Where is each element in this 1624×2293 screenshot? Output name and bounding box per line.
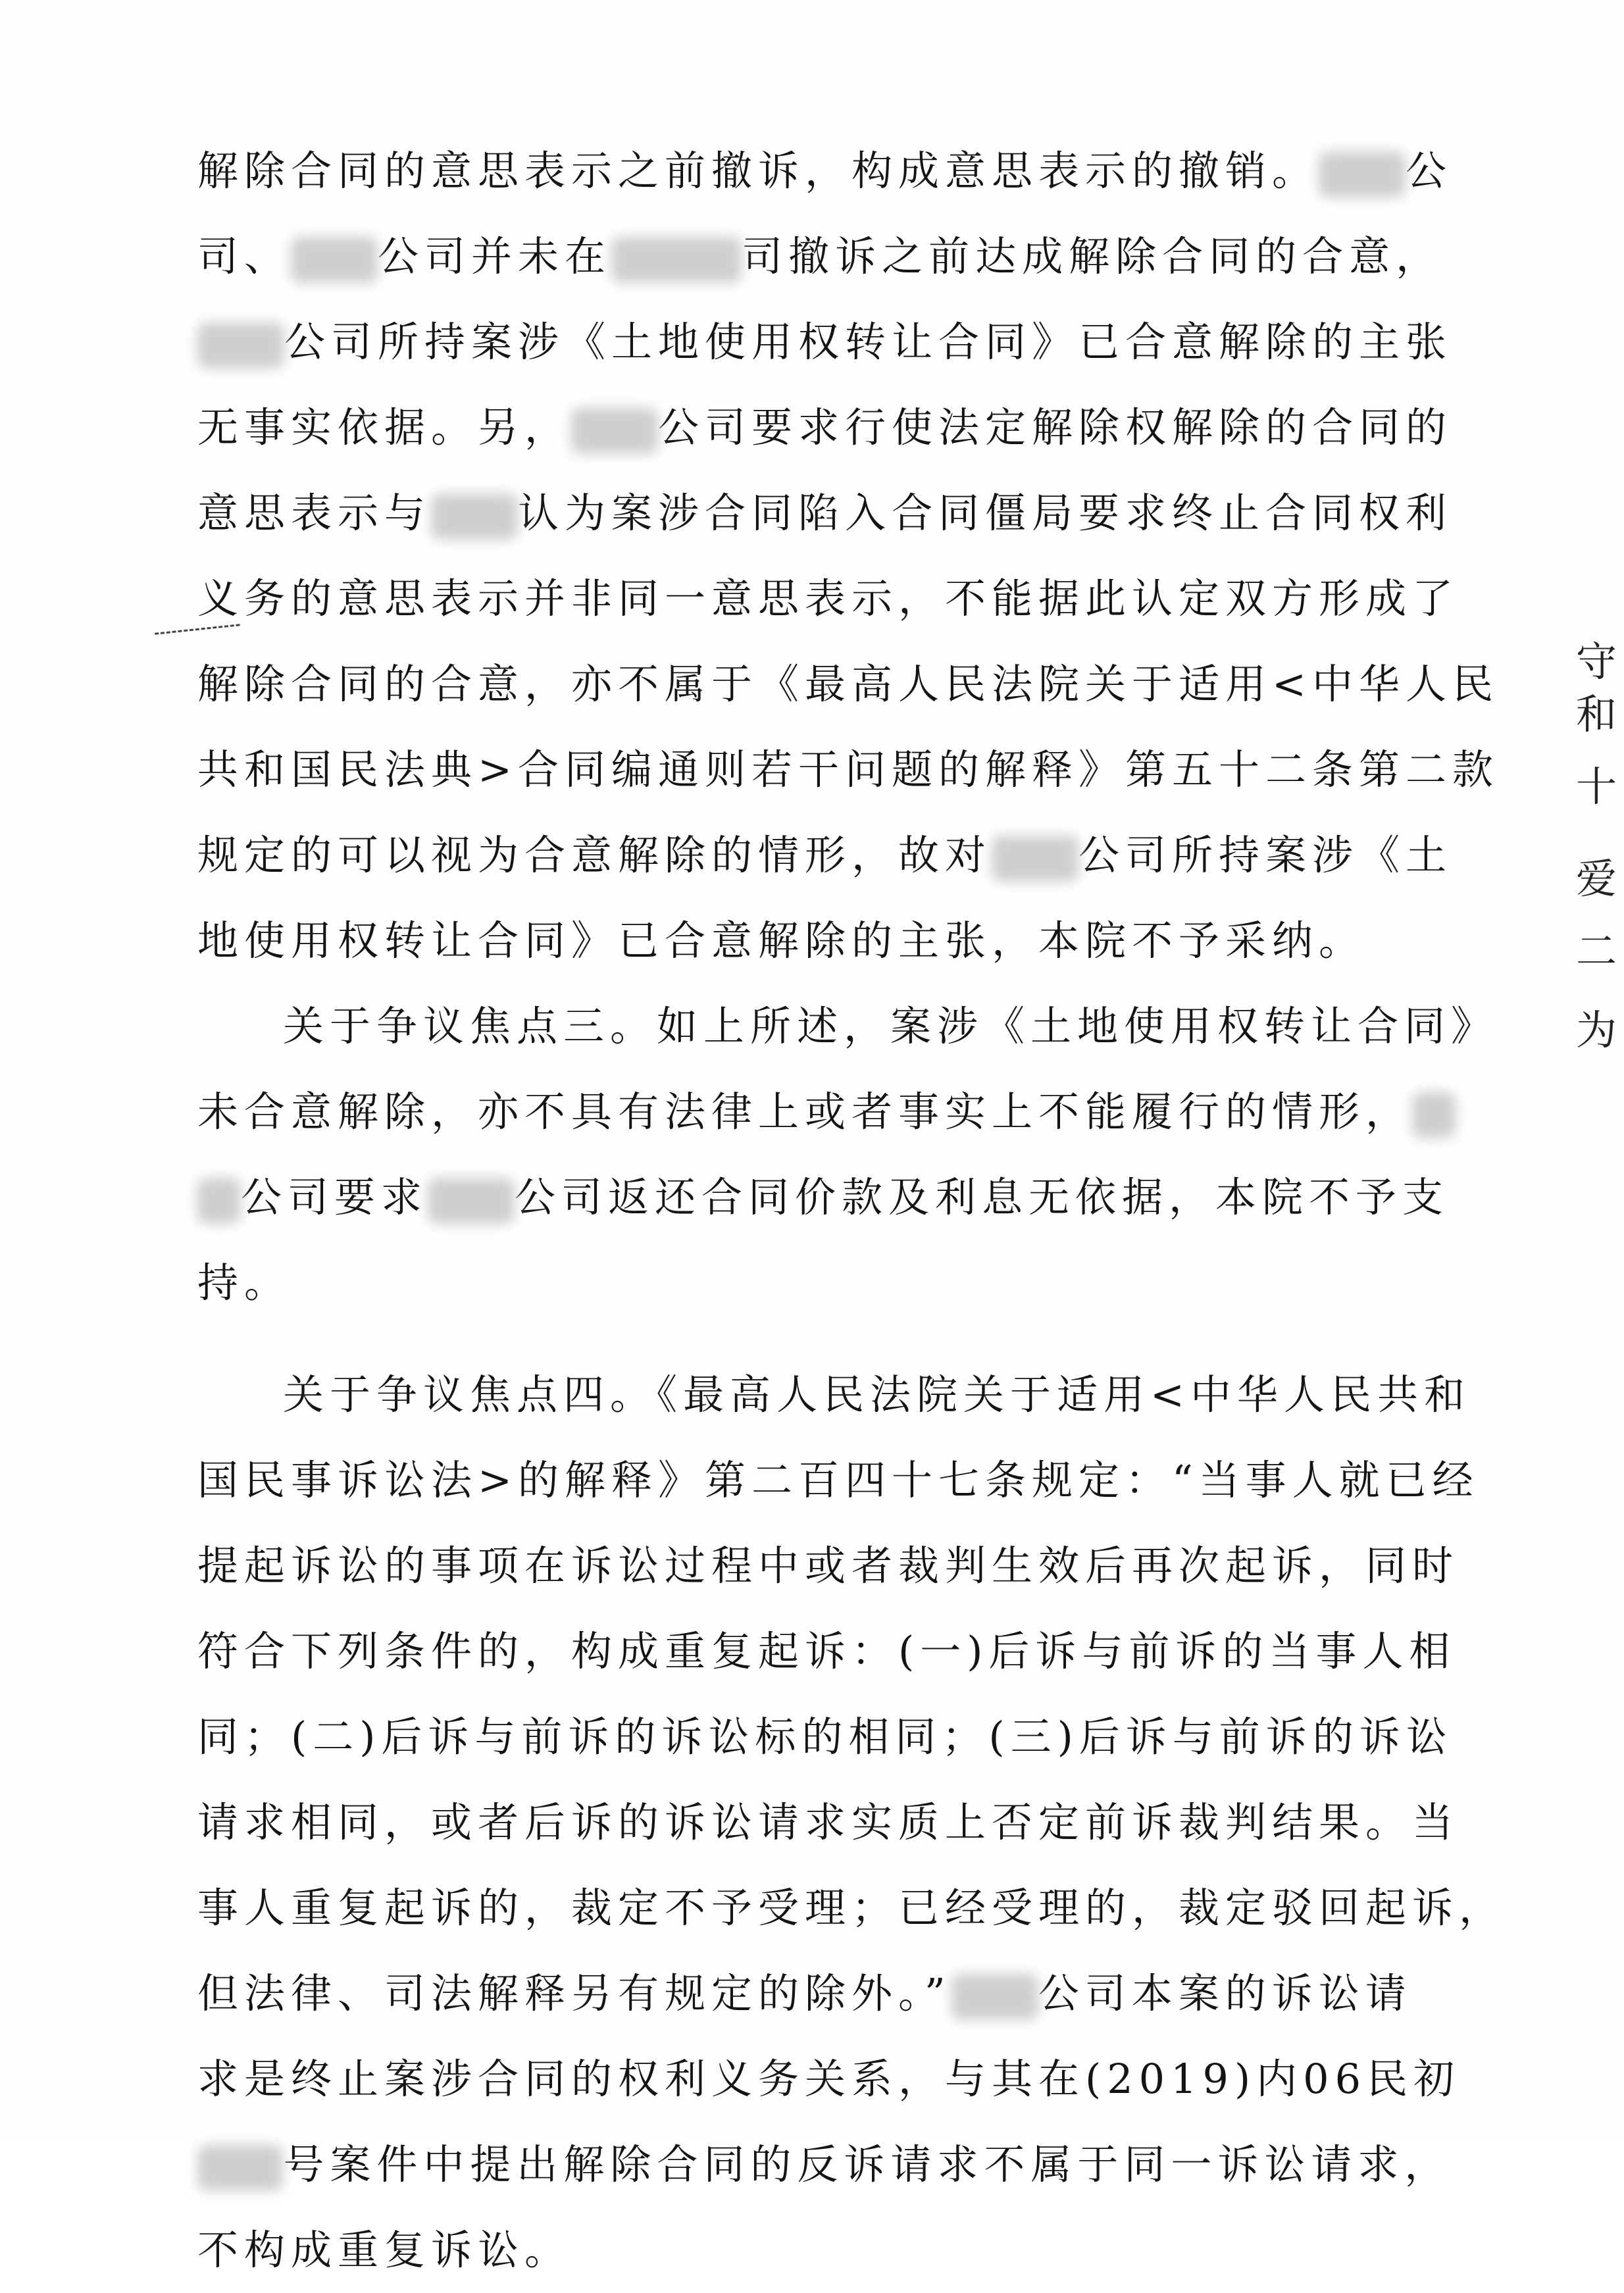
line-text: 不构成重复诉讼。 — [197, 2226, 572, 2274]
line-text: 认为案涉合同陷入合同僵局要求终止合同权利 — [518, 489, 1453, 537]
text-line — [197, 2036, 1461, 2122]
text-line — [197, 2122, 1452, 2207]
adjacent-page-fragment: 二 — [1576, 927, 1617, 975]
line-text: 公司要求行使法定解除权解除的合同的 — [658, 403, 1453, 451]
line-text: 意思表示与 — [197, 489, 432, 537]
redacted-name — [428, 1178, 515, 1224]
line-text: 解除合同的合意，亦不属于《最高人民法院关于适用<中华人民 — [197, 660, 1499, 708]
text-line — [197, 1523, 1459, 1609]
text-line — [197, 813, 1453, 898]
line-text: 请求相同，或者后诉的诉讼请求实质上否定前诉裁判结果。当 — [197, 1798, 1459, 1846]
text-line — [197, 1352, 1471, 1438]
redacted-name — [1319, 151, 1406, 197]
line-text: 共和国民法典>合同编通则若干问题的解释》第五十二条第二款 — [197, 745, 1499, 794]
line-text: 公司所持案涉《土 — [1078, 831, 1453, 879]
line-text: 公司返还合同价款及利息无依据，本院不予支 — [515, 1173, 1450, 1221]
line-text: 公司所持案涉《土地使用权转让合同》已合意解除的主张 — [284, 318, 1453, 366]
line-text: 国民事诉讼法>的解释》第二百四十七条规定：“当事人就已经 — [197, 1456, 1479, 1504]
redacted-name — [197, 322, 284, 368]
text-line — [197, 2207, 1375, 2293]
line-text: 未合意解除，亦不具有法律上或者事实上不能履行的情形， — [197, 1088, 1413, 1136]
line-text: 公司并未在 — [378, 232, 612, 280]
line-text: 但法律、司法解释另有规定的除外。” — [197, 1969, 952, 2017]
adjacent-page-fragment: 和 — [1576, 690, 1617, 738]
text-line — [197, 299, 1453, 385]
text-line — [197, 385, 1453, 470]
paragraph-gap — [197, 1326, 1375, 1352]
line-text: 提起诉讼的事项在诉讼过程中或者裁判生效后再次起诉，同时 — [197, 1542, 1459, 1590]
line-text: 求是终止案涉合同的权利义务关系，与其在(2019)内06民初 — [197, 2055, 1461, 2103]
line-text: 司、 — [197, 232, 292, 280]
text-line — [197, 470, 1453, 556]
adjacent-page-fragment: 守 — [1576, 642, 1617, 686]
redacted-name — [571, 408, 658, 454]
line-text: 公司要求 — [241, 1173, 428, 1221]
line-text: 司撤诉之前达成解除合同的合意， — [742, 232, 1443, 280]
line-text: 义务的意思表示并非同一意思表示，不能据此认定双方形成了 — [197, 574, 1459, 622]
text-line — [197, 1780, 1459, 1865]
text-line — [197, 1951, 1412, 2036]
redacted-name — [197, 2145, 283, 2191]
text-line — [197, 898, 1375, 984]
text-line — [197, 214, 1443, 299]
line-text: 符合下列条件的，构成重复起诉：(一)后诉与前诉的当事人相 — [197, 1627, 1456, 1675]
line-text: 号案件中提出解除合同的反诉请求不属于同一诉讼请求， — [283, 2140, 1452, 2188]
line-text: 持。 — [197, 1259, 292, 1307]
text-line — [197, 1240, 1375, 1326]
redacted-name — [197, 1178, 241, 1224]
line-text: 规定的可以视为合意解除的情形，故对 — [197, 831, 992, 879]
line-text: 公 — [1406, 147, 1453, 195]
text-line — [197, 1155, 1450, 1240]
line-text: 同；(二)后诉与前诉的诉讼标的相同；(三)后诉与前诉的诉讼 — [197, 1713, 1453, 1761]
text-line — [197, 727, 1499, 813]
text-line — [197, 1865, 1506, 1951]
redacted-name — [611, 237, 742, 283]
text-line — [197, 1609, 1456, 1694]
text-line — [197, 1069, 1413, 1155]
line-text: 地使用权转让合同》已合意解除的主张，本院不予采纳。 — [197, 917, 1366, 965]
text-line — [197, 1694, 1453, 1780]
text-line — [197, 128, 1453, 214]
line-text: 关于争议焦点四。《最高人民法院关于适用<中华人民共和 — [283, 1371, 1471, 1419]
adjacent-page-fragment: 爱 — [1576, 855, 1617, 903]
redacted-name — [992, 836, 1078, 882]
text-line — [197, 984, 1498, 1069]
line-text: 无事实依据。另， — [197, 403, 572, 451]
text-line — [197, 642, 1499, 727]
redacted-name — [431, 493, 518, 540]
redacted-name — [1412, 1092, 1456, 1138]
line-text: 关于争议焦点三。如上所述，案涉《土地使用权转让合同》 — [283, 1002, 1498, 1050]
line-text: 事人重复起诉的，裁定不予受理；已经受理的，裁定驳回起诉， — [197, 1884, 1506, 1932]
adjacent-page-fragment: 十 — [1576, 763, 1617, 811]
text-line — [197, 1438, 1479, 1523]
text-line — [197, 556, 1459, 642]
adjacent-page-edge — [1576, 642, 1624, 1155]
adjacent-page-fragment: 为 — [1576, 1006, 1617, 1054]
redacted-name — [291, 237, 378, 283]
line-text: 公司本案的诉讼请 — [1038, 1969, 1412, 2017]
document-body — [197, 128, 1506, 2293]
line-text: 解除合同的意思表示之前撤诉，构成意思表示的撤销。 — [197, 147, 1319, 195]
redacted-name — [952, 1974, 1038, 2020]
